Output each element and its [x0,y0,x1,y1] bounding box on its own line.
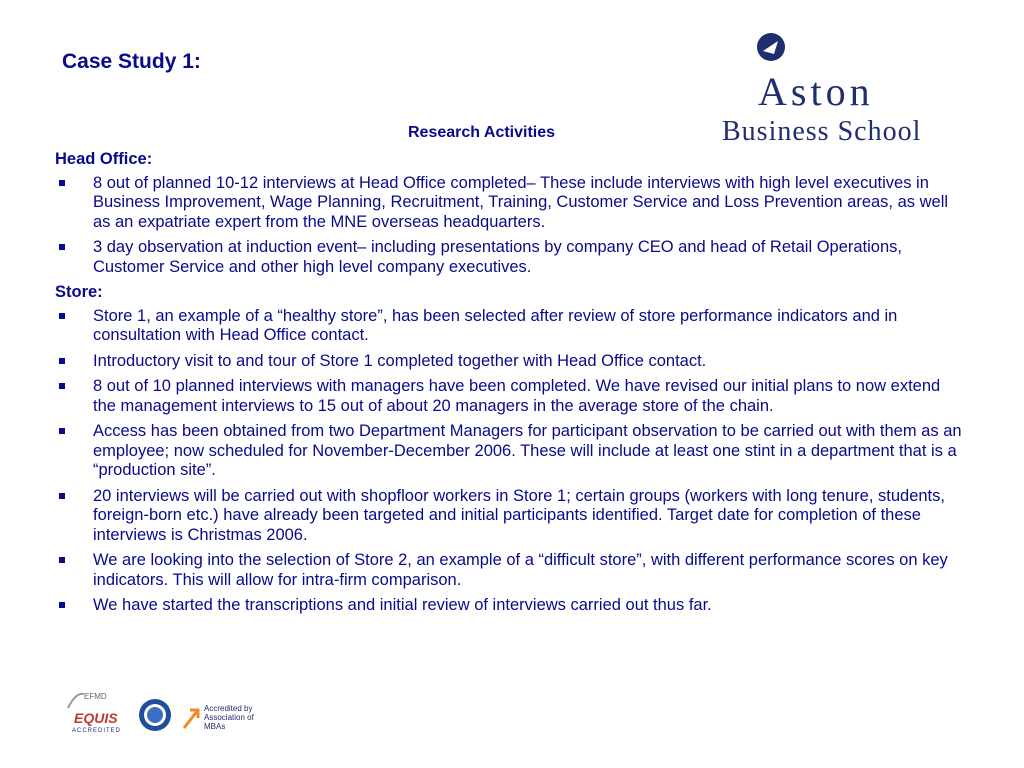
head-office-label: Head Office: [55,150,153,168]
efmd-text: EFMD [84,692,107,701]
head-office-list [55,174,965,278]
list-item-text: 8 out of planned 10-12 interviews at Head Office completed– These include interviews with high level executives in Business Improvement, Wage Planning, Recruitment, Training, Customer Service and Loss Prevention areas, as well as an expatriate expert from the MNE overseas headquarters. [93,173,949,231]
square-bullet-icon [59,383,65,389]
list-item-text: Introductory visit to and tour of Store 1 completed together with Head Office contact. [93,351,707,370]
list-item [55,307,965,346]
logo-text-business-school: Business School [722,116,922,147]
list-item-text: 3 day observation at induction event– including presentations by company CEO and head of Retail Operations, Customer Service and other high level company executives. [93,238,902,276]
square-bullet-icon [59,557,65,563]
store-list [55,307,965,616]
equis-logo [60,690,130,740]
accreditation-logos [60,690,260,740]
list-item [55,487,965,546]
amba-logo [182,704,262,734]
amba-arrow-icon [182,706,202,730]
list-item-text: Access has been obtained from two Department Managers for participant observation to be carried out with them as an employee; now scheduled for November-December 2006. These will include at least one stint in a department that is a “production site”. [93,422,962,479]
section-heading: Research Activities [408,124,556,141]
list-item [55,551,965,590]
aacsb-seal-icon [138,698,172,732]
square-bullet-icon [59,428,65,434]
list-item-text: We have started the transcriptions and initial review of interviews carried out thus far. [93,596,712,614]
accredited-text: ACCREDITED [72,728,122,734]
list-item [55,377,965,416]
list-item-text: We are looking into the selection of Store 2, an example of a “difficult store”, with different performance scores on key indicators. This will allow for intra-firm comparison. [93,551,948,589]
logo-text-aston: Aston [758,69,874,114]
square-bullet-icon [59,493,65,499]
aston-emblem-icon [756,32,786,62]
square-bullet-icon [59,244,65,250]
list-item-text: Store 1, an example of a “healthy store”, has been selected after review of store performance indicators and in consultation with Head Office contact. [93,306,898,344]
amba-text: Accredited by Association of MBAs [204,704,254,731]
list-item [55,352,965,372]
store-label: Store: [55,283,103,301]
list-item [55,238,965,277]
slide-title: Case Study 1: [62,50,201,73]
square-bullet-icon [59,602,65,608]
list-item [55,422,965,481]
list-item-text: 8 out of 10 planned interviews with managers have been completed. We have revised our initial plans to now extend the management interviews to 15 out of about 20 managers in the average store of the chain. [93,377,941,415]
square-bullet-icon [59,313,65,319]
square-bullet-icon [59,358,65,364]
square-bullet-icon [59,180,65,186]
equis-swoosh-icon [66,690,86,710]
list-item [55,174,965,233]
equis-text: EQUIS [74,710,118,726]
slide-content [55,148,965,622]
list-item-text: 20 interviews will be carried out with shopfloor workers in Store 1; certain groups (workers with long tenure, students, foreign-born etc.) have already been targeted and initial participants identified. Target date for completion of these interviews is Christmas 2006. [93,486,945,544]
list-item [55,596,965,616]
aston-business-school-logo [718,30,978,150]
